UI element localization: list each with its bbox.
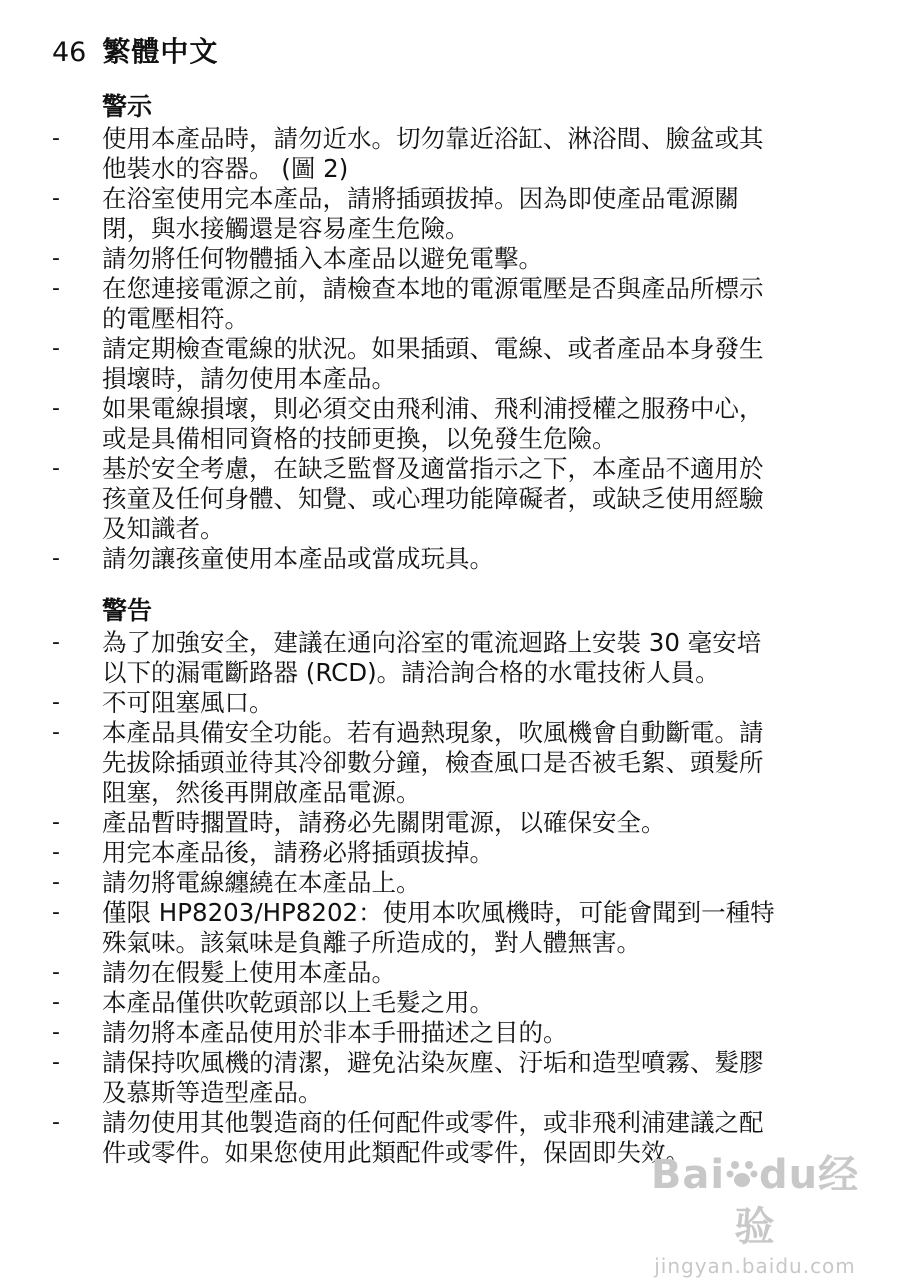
list-item (52, 868, 852, 898)
list-item (52, 688, 852, 718)
list-dash: - (52, 870, 60, 895)
list-item (52, 1018, 852, 1048)
list-dash: - (52, 690, 60, 715)
list-item-text: 請勿讓孩童使用本產品或當成玩具。 (102, 544, 494, 573)
list-item (52, 274, 852, 334)
list-dash: - (52, 1110, 60, 1135)
list-item-text: 基於安全考慮，在缺乏監督及適當指示之下，本產品不適用於 孩童及任何身體、知覺、或心理功能障礙者，或缺乏使用經驗 及知識者。 (102, 454, 764, 543)
watermark-brand-right: 经验 (734, 1152, 860, 1250)
list-item (52, 1048, 852, 1108)
list-item (52, 718, 852, 808)
list-item-text: 本產品僅供吹乾頭部以上毛髮之用。 (102, 988, 494, 1017)
caution-heading: 警告 (102, 596, 153, 625)
list-item-text: 請勿將電線纏繞在本產品上。 (102, 868, 421, 897)
list-dash: - (52, 810, 60, 835)
list-item (52, 334, 852, 394)
list-item (52, 244, 852, 274)
list-item (52, 628, 852, 688)
list-item-text: 僅限 HP8203/HP8202：使用本吹風機時，可能會聞到一種特 殊氣味。該氣味是負離子所造成的，對人體無害。 (102, 898, 775, 957)
list-item (52, 898, 852, 958)
list-item (52, 184, 852, 244)
list-dash: - (52, 840, 60, 865)
list-item-text: 請勿在假髮上使用本產品。 (102, 958, 396, 987)
list-item-text: 產品暫時擱置時，請務必先關閉電源，以確保安全。 (102, 808, 666, 837)
list-item-text: 不可阻塞風口。 (102, 688, 274, 717)
list-item (52, 454, 852, 544)
list-dash: - (52, 1050, 60, 1075)
list-item-text: 請勿將任何物體插入本產品以避免電擊。 (102, 244, 543, 273)
list-dash: - (52, 186, 60, 211)
list-dash: - (52, 276, 60, 301)
list-dash: - (52, 990, 60, 1015)
warning-heading: 警示 (102, 92, 153, 121)
list-dash: - (52, 900, 60, 925)
list-item (52, 838, 852, 868)
watermark-brand-left: Bai (650, 1152, 726, 1198)
list-item-text: 如果電線損壞，則必須交由飛利浦、飛利浦授權之服務中心， 或是具備相同資格的技師更換，以免發生危險。 (102, 394, 764, 453)
list-dash: - (52, 1020, 60, 1045)
warning-section (52, 92, 852, 574)
list-dash: - (52, 246, 60, 271)
list-item-text: 請定期檢查電線的狀況。如果插頭、電線、或者產品本身發生 損壞時，請勿使用本產品。 (102, 334, 764, 393)
list-item (52, 124, 852, 184)
watermark-brand (640, 1150, 870, 1252)
list-item-text: 用完本產品後，請務必將插頭拔掉。 (102, 838, 494, 867)
list-item (52, 808, 852, 838)
list-dash: - (52, 336, 60, 361)
list-item-text: 請保持吹風機的清潔，避免沾染灰塵、汙垢和造型噴霧、髮膠 及慕斯等造型產品。 (102, 1048, 764, 1107)
list-dash: - (52, 630, 60, 655)
list-item-text: 在浴室使用完本產品，請將插頭拔掉。因為即使產品電源關 閉，與水接觸還是容易產生危險。 (102, 184, 739, 243)
list-item-text: 請勿使用其他製造商的任何配件或零件，或非飛利浦建議之配 件或零件。如果您使用此類配件或零件，保固即失效。 (102, 1108, 764, 1167)
list-dash: - (52, 126, 60, 151)
language-title: 繁體中文 (102, 35, 219, 68)
list-item (52, 988, 852, 1018)
list-dash: - (52, 720, 60, 745)
watermark-brand-mid: du (759, 1152, 819, 1198)
list-dash: - (52, 456, 60, 481)
list-item (52, 394, 852, 454)
caution-section (52, 596, 852, 1168)
page-number: 46 (52, 37, 87, 68)
list-item (52, 544, 852, 574)
paw-icon (725, 1152, 759, 1202)
list-dash: - (52, 396, 60, 421)
list-item-text: 在您連接電源之前，請檢查本地的電源電壓是否與產品所標示 的電壓相符。 (102, 274, 764, 333)
baidu-jingyan-watermark (640, 1150, 870, 1278)
list-dash: - (52, 960, 60, 985)
list-item (52, 958, 852, 988)
list-dash: - (52, 546, 60, 571)
list-item-text: 請勿將本產品使用於非本手冊描述之目的。 (102, 1018, 568, 1047)
list-item-text: 使用本產品時，請勿近水。切勿靠近浴缸、淋浴間、臉盆或其 他裝水的容器。 (圖 2) (102, 124, 764, 183)
watermark-url: jingyan.baidu.com (654, 1254, 856, 1278)
list-item-text: 本產品具備安全功能。若有過熱現象，吹風機會自動斷電。請 先拔除插頭並待其冷卻數分鐘，檢查風口是否被毛絮、頭髮所 阻塞，然後再開啟產品電源。 (102, 718, 764, 807)
page-header (52, 30, 218, 70)
list-item-text: 為了加強安全，建議在通向浴室的電流迴路上安裝 30 毫安培 以下的漏電斷路器 (RCD)。請洽詢合格的水電技術人員。 (102, 628, 762, 687)
